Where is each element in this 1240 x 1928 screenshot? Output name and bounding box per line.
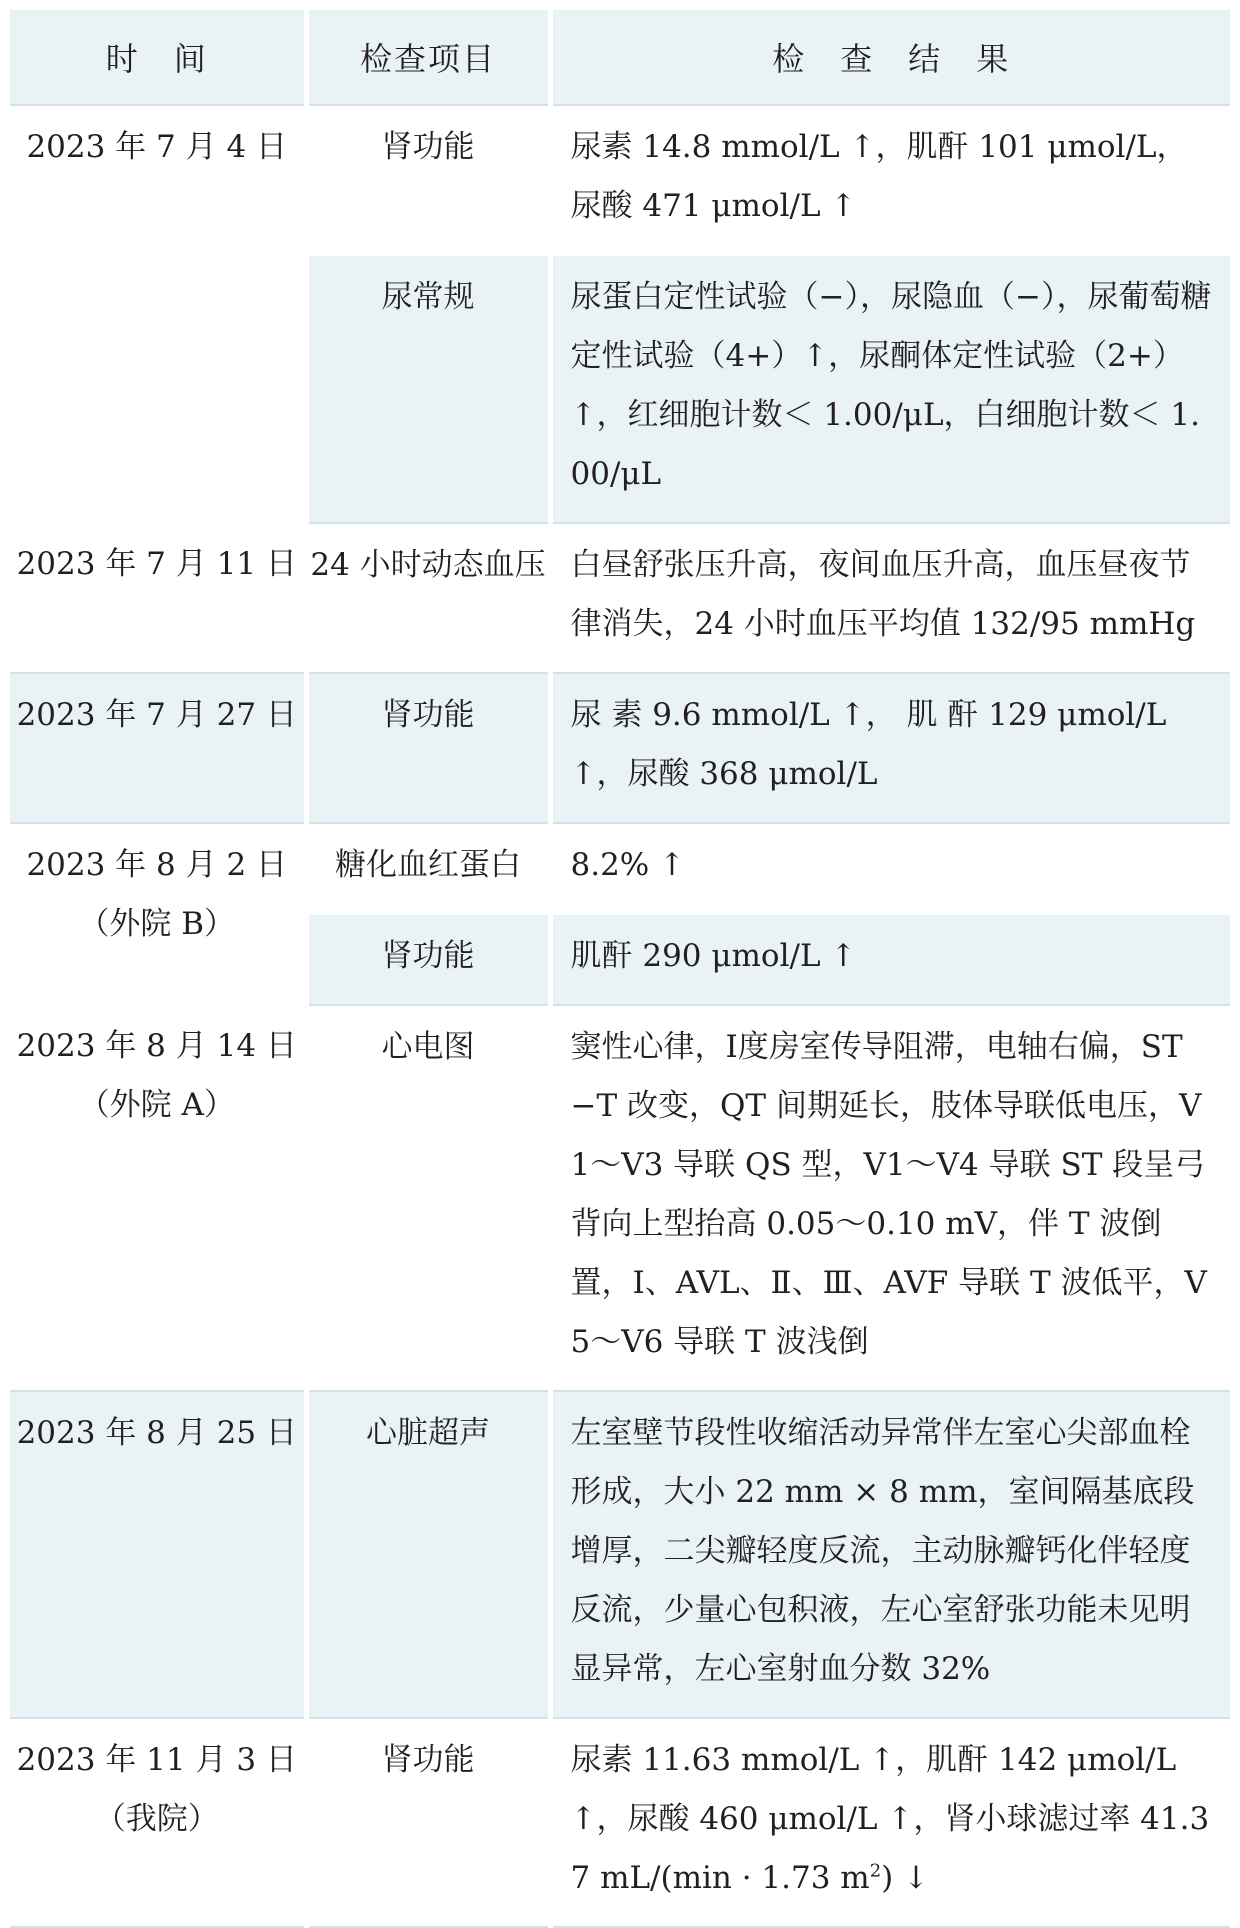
lab-results-table	[10, 10, 1230, 1928]
row-date: 2023 年 7 月 27 日	[16, 697, 297, 733]
row-time-cell	[10, 823, 306, 1005]
row-item: 糖化血红蛋白	[306, 823, 550, 914]
row-date: 2023 年 7 月 11 日	[16, 546, 297, 582]
row-result: 8.2% ↑	[550, 823, 1230, 914]
row-hospital-note: （我院）	[94, 1801, 219, 1837]
row-result: 窦性心律，Ⅰ度房室传导阻滞，电轴右偏，ST−T 改变，QT 间期延长，肢体导联低电压，V1～V3 导联 QS 型，V1～V4 导联 ST 段呈弓背向上型抬高 0.05～0.10 mV，伴 T 波倒置，Ⅰ、AVL、Ⅱ、Ⅲ、AVF 导联 T 波低平，V5～V6 导联 T 波浅倒	[550, 1005, 1230, 1391]
table-row	[10, 1005, 1230, 1391]
header-result: 检 查 结 果	[550, 10, 1230, 105]
row-result: 尿 素 9.6 mmol/L ↑， 肌 酐 129 μmol/L ↑，尿酸 368 μmol/L	[550, 673, 1230, 823]
row-time-cell	[10, 1391, 306, 1718]
row-hospital-note: （外院 B）	[78, 906, 236, 942]
row-item: 肾功能	[306, 914, 550, 1005]
header-item: 检查项目	[306, 10, 550, 105]
row-date: 2023 年 11 月 3 日	[16, 1742, 297, 1778]
row-result: 肌酐 290 μmol/L ↑	[550, 914, 1230, 1005]
row-time-cell	[10, 673, 306, 823]
row-time-cell	[10, 105, 306, 523]
table-row	[10, 1718, 1230, 1927]
row-result: 左室壁节段性收缩活动异常伴左室心尖部血栓形成，大小 22 mm × 8 mm，室间隔基底段增厚，二尖瓣轻度反流，主动脉瓣钙化伴轻度反流，少量心包积液，左心室舒张功能未见明显异常，左心室射血分数 32%	[550, 1391, 1230, 1718]
row-item: 肾功能	[306, 673, 550, 823]
row-date: 2023 年 8 月 25 日	[16, 1415, 297, 1451]
row-item: 尿常规	[306, 255, 550, 523]
header-time: 时 间	[10, 10, 306, 105]
row-date: 2023 年 8 月 14 日	[16, 1028, 297, 1064]
row-item: 心电图	[306, 1005, 550, 1391]
row-date: 2023 年 8 月 2 日	[26, 847, 288, 883]
table-row	[10, 523, 1230, 673]
row-hospital-note: （外院 A）	[78, 1087, 235, 1123]
row-item: 肾功能	[306, 1718, 550, 1927]
row-time-cell	[10, 523, 306, 673]
superscript: 2	[869, 1860, 882, 1882]
row-date: 2023 年 7 月 4 日	[26, 129, 288, 165]
row-time-cell	[10, 1718, 306, 1927]
table-row	[10, 823, 1230, 914]
table-row	[10, 673, 1230, 823]
row-result: 白昼舒张压升高，夜间血压升高，血压昼夜节律消失，24 小时血压平均值 132/95 mmHg	[550, 523, 1230, 673]
table-row	[10, 105, 1230, 255]
row-result: 尿素 14.8 mmol/L ↑，肌酐 101 μmol/L，尿酸 471 μmol/L ↑	[550, 105, 1230, 255]
table-row	[10, 1391, 1230, 1718]
table-header	[10, 10, 1230, 105]
result-text: 尿素 11.63 mmol/L ↑，肌酐 142 μmol/L ↑，尿酸 460 μmol/L ↑，肾小球滤过率 41.37 mL/(min · 1.73 m	[570, 1742, 1210, 1896]
table-body	[10, 105, 1230, 1927]
row-time-cell	[10, 1005, 306, 1391]
row-result	[550, 1718, 1230, 1927]
row-result: 尿蛋白定性试验（−），尿隐血（−），尿葡萄糖定性试验（4+）↑，尿酮体定性试验（2+）↑，红细胞计数＜ 1.00/μL，白细胞计数＜ 1.00/μL	[550, 255, 1230, 523]
result-text-tail: ) ↓	[881, 1860, 930, 1896]
row-item: 24 小时动态血压	[306, 523, 550, 673]
row-item: 心脏超声	[306, 1391, 550, 1718]
row-item: 肾功能	[306, 105, 550, 255]
